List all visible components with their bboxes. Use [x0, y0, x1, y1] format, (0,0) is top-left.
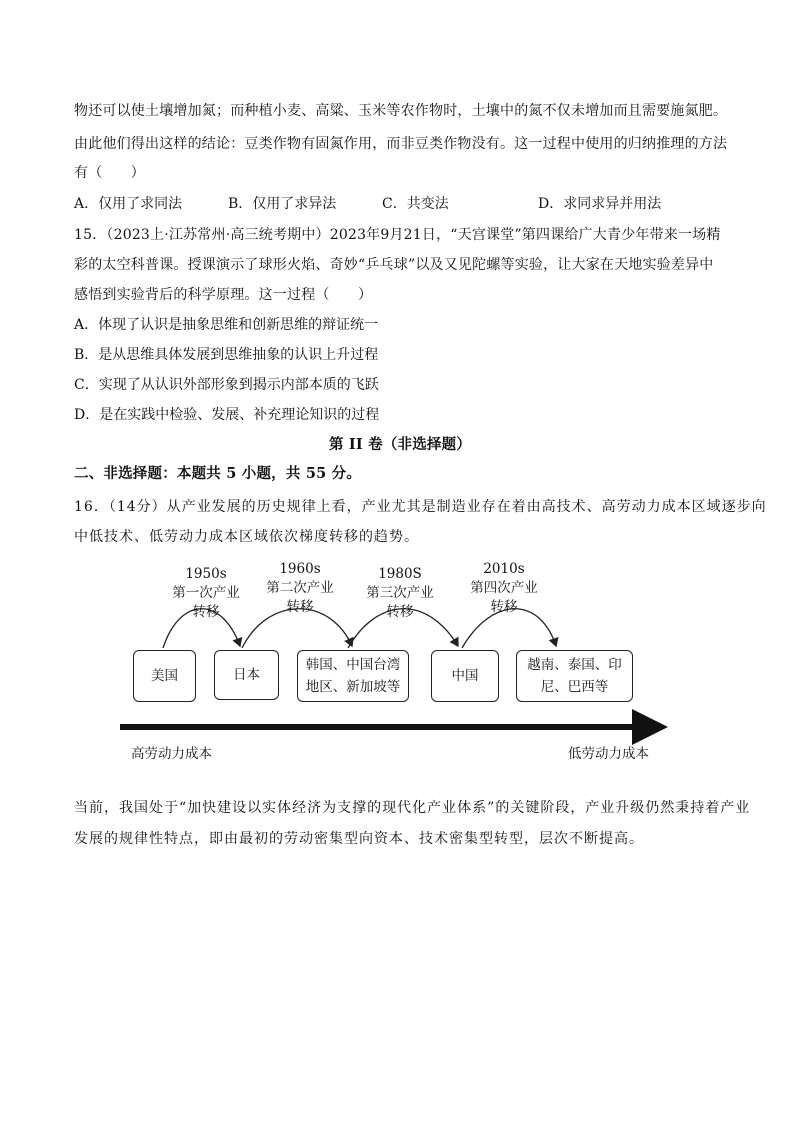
region-box-china — [431, 650, 499, 702]
region-japan-label: 日本 — [233, 667, 260, 683]
era-1 — [168, 565, 244, 622]
region-korea-label-1: 韩国、中国台湾 — [305, 657, 401, 673]
era-3 — [362, 565, 438, 622]
q15-option-d[interactable]: D．是在实践中检验、发展、补充理论知识的过程 — [74, 407, 380, 423]
era-1-year: 1950s — [185, 566, 227, 582]
q16-text-line-1: 16．（14分）从产业发展的历史规律上看，产业尤其是制造业存在着由高技术、高劳动力成本区域逐步向 — [74, 499, 767, 515]
era-3-tail: 转移 — [386, 604, 414, 620]
q15-text-line-3: 感悟到实验背后的科学原理。这一过程（ ） — [74, 287, 373, 303]
era-2-name: 第二次产业 — [266, 580, 334, 596]
region-box-vietnam-thailand — [516, 650, 633, 702]
region-box-japan — [214, 650, 279, 700]
q14-text-line-1: 物还可以使土壤增加氮；而种植小麦、高粱、玉米等农作物时，土壤中的氮不仅未增加而且需要施氮肥。 — [74, 103, 728, 119]
q14-option-d[interactable]: D．求同求异并用法 — [538, 196, 662, 212]
region-china-label: 中国 — [451, 668, 479, 684]
section-subtitle: 二、非选择题：本题共 5 小题，共 55 分。 — [74, 465, 362, 482]
era-2-tail: 转移 — [286, 599, 314, 615]
region-korea-label-2: 地区、新加坡等 — [305, 679, 401, 695]
region-vietnam-label-2: 尼、巴西等 — [540, 679, 609, 695]
q16-after-line-1: 当前，我国处于“加快建设以实体经济为支撑的现代化产业体系”的关键阶段，产业升级仍然秉持着产业 — [74, 800, 751, 816]
q14-option-c[interactable]: C．共变法 — [382, 196, 449, 212]
era-2-year: 1960s — [279, 561, 321, 577]
region-box-korea-taiwan-singapore — [297, 650, 409, 702]
era-4 — [466, 560, 542, 617]
section-title: 第 II 卷（非选择题） — [328, 436, 472, 453]
region-box-usa — [133, 650, 196, 702]
q14-text-line-3: 有（ ） — [74, 165, 145, 181]
q15-option-b[interactable]: B．是从思维具体发展到思维抽象的认识上升过程 — [74, 347, 379, 363]
era-4-tail: 转移 — [490, 599, 518, 615]
era-1-name: 第一次产业 — [172, 585, 240, 601]
era-1-tail: 转移 — [192, 604, 220, 620]
q15-option-a[interactable]: A．体现了认识是抽象思维和创新思维的辩证统一 — [74, 317, 379, 333]
axis-label-high-cost: 高劳动力成本 — [131, 746, 212, 762]
q14-text-line-2: 由此他们得出这样的结论：豆类作物有固氮作用，而非豆类作物没有。这一过程中使用的归纳推理的方法 — [74, 136, 728, 152]
era-4-year: 2010s — [483, 561, 525, 577]
axis-label-low-cost: 低劳动力成本 — [568, 746, 649, 762]
q14-option-a[interactable]: A．仅用了求同法 — [74, 196, 183, 212]
q15-text-line-1: 15．（2023上·江苏常州·高三统考期中）2023年9月21日，“天宫课堂”第四课给广大青少年带来一场精 — [74, 227, 721, 243]
q16-after-line-2: 发展的规律性特点，即由最初的劳动密集型向资本、技术密集型转型，层次不断提高。 — [74, 831, 644, 847]
era-4-name: 第四次产业 — [470, 580, 538, 596]
region-usa-label: 美国 — [151, 668, 178, 684]
era-3-name: 第三次产业 — [366, 585, 434, 601]
era-3-year: 1980S — [378, 566, 422, 582]
q14-option-b[interactable]: B．仅用了求异法 — [228, 196, 337, 212]
q15-text-line-2: 彩的太空科普课。授课演示了球形火焰、奇妙“乒乓球”以及又见陀螺等实验，让大家在天地实验差异中 — [74, 257, 714, 273]
q15-option-c[interactable]: C．实现了从认识外部形象到揭示内部本质的飞跃 — [74, 377, 379, 393]
q16-text-line-2: 中低技术、低劳动力成本区域依次梯度转移的趋势。 — [74, 529, 419, 545]
region-vietnam-label-1: 越南、泰国、印 — [527, 657, 622, 673]
era-2 — [262, 560, 338, 617]
